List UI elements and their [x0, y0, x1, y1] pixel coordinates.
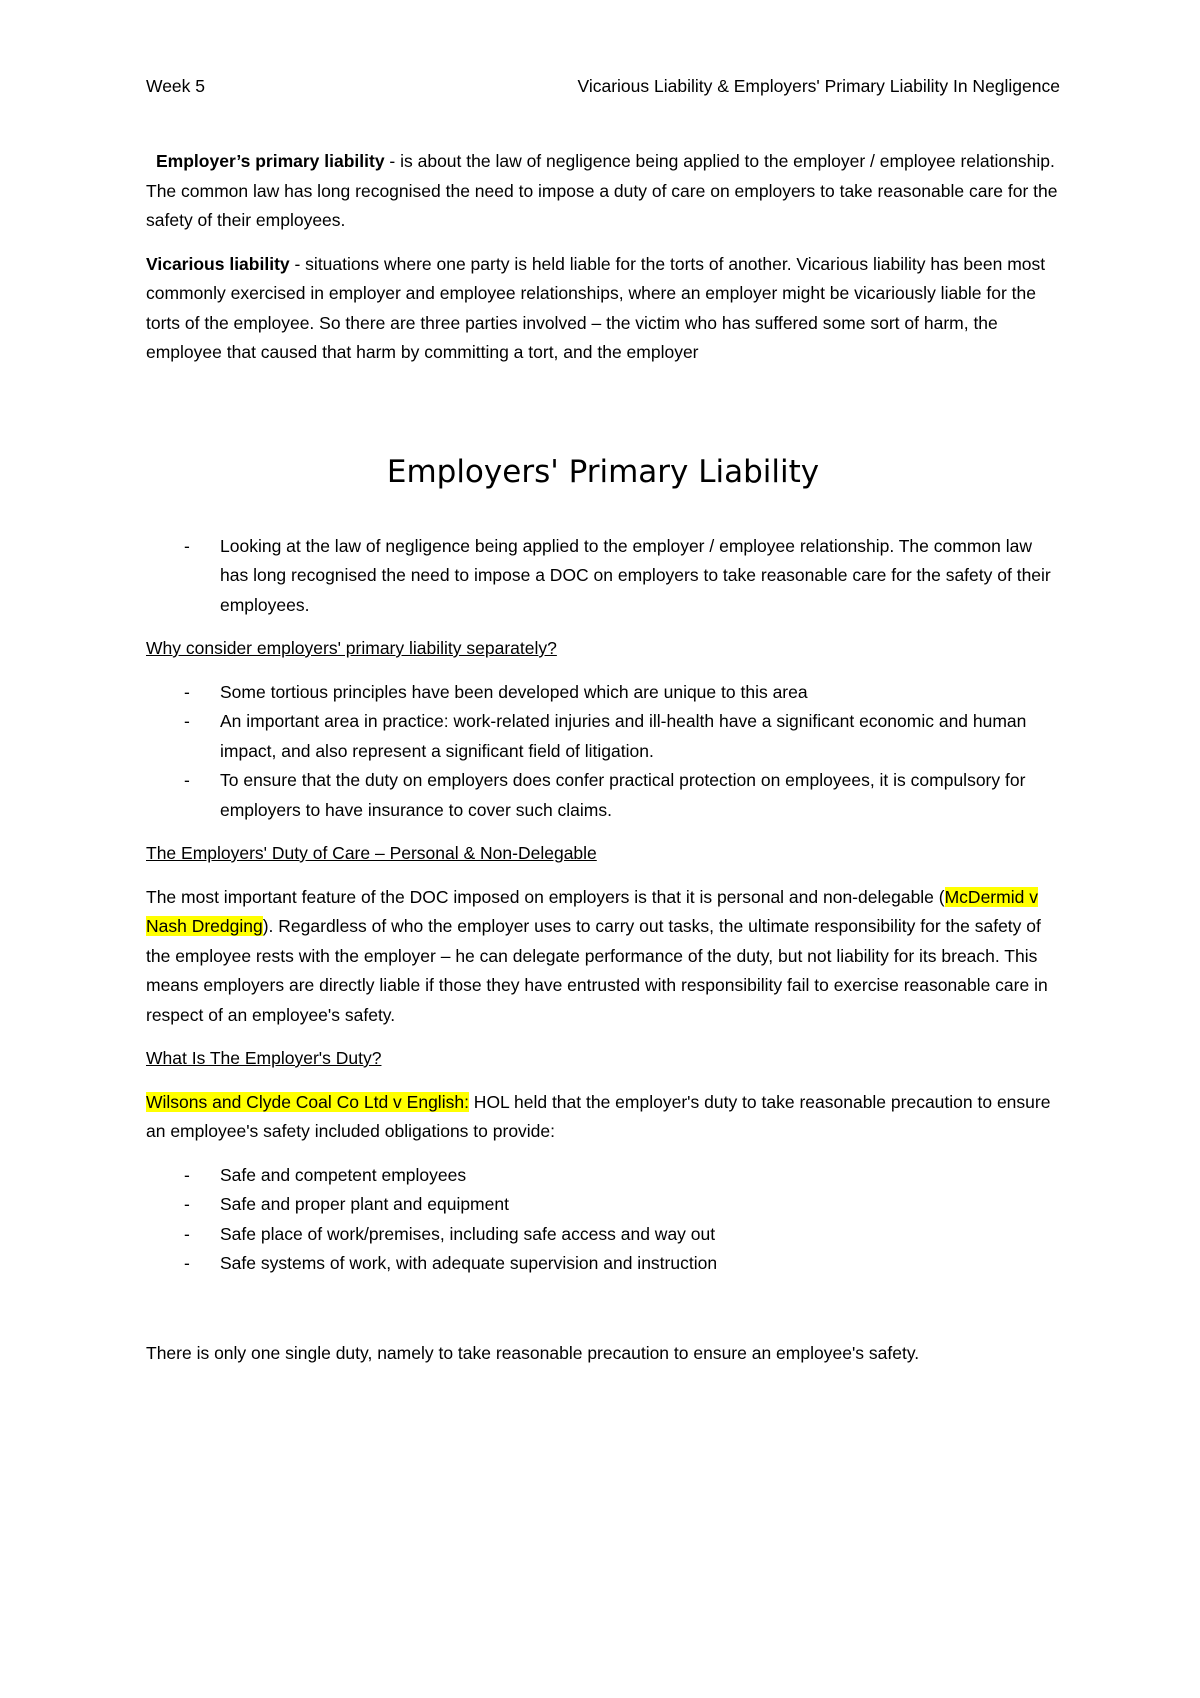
term-vicarious-liability: Vicarious liability	[146, 253, 290, 274]
wilsons-text: HOL held that the employer's duty to take reasonable precaution to ensure an employee's safety included obligations to provide:	[146, 1091, 1051, 1141]
section-intro-list	[146, 532, 1060, 621]
case-highlight-mcdermid: McDermid v Nash Dredging	[146, 886, 1038, 936]
list-item: - Safe systems of work, with adequate supervision and instruction	[146, 1249, 1060, 1279]
intro-paragraph-vicarious-liability	[146, 250, 1060, 368]
header-title: Vicarious Liability & Employers' Primary Liability In Negligence	[577, 76, 1060, 96]
page-header	[146, 72, 1060, 101]
duty-text-before: The most important feature of the DOC imposed on employers is that it is personal and non-delegable (	[146, 886, 945, 907]
term-primary-liability: Employer’s primary liability	[156, 151, 385, 171]
duty-of-care-heading: The Employers' Duty of Care – Personal & Non-Delegable	[146, 843, 597, 863]
case-highlight-wilsons: Wilsons and Clyde Coal Co Ltd v English:	[146, 1091, 469, 1112]
intro-paragraph-primary-liability	[146, 147, 1060, 236]
final-paragraph: There is only one single duty, namely to take reasonable precaution to ensure an employee's safety.	[146, 1342, 920, 1363]
header-week: Week 5	[146, 76, 206, 96]
list-item: - An important area in practice: work-related injuries and ill-health have a significant economic and human impact, and also represent a significant field of litigation.	[146, 707, 1060, 766]
list-item: - Some tortious principles have been developed which are unique to this area	[146, 678, 1060, 708]
duty-text-after: ). Regardless of who the employer uses to carry out tasks, the ultimate responsibility for the safety of the employee rests with the employer – he can delegate performance of the duty, but not liability for its breach. This means employers are directly liable if those they have entrusted with responsibility fail to exercise reasonable care in respect of an employee's safety.	[146, 916, 1048, 1025]
list-item: - Safe place of work/premises, including safe access and way out	[146, 1220, 1060, 1250]
list-item: - Safe and competent employees	[146, 1161, 1060, 1191]
duty-of-care-paragraph	[146, 883, 1060, 1031]
section-title: Employers' Primary Liability	[386, 453, 820, 490]
why-heading: Why consider employers' primary liability separately?	[146, 638, 557, 658]
list-item: - Looking at the law of negligence being applied to the employer / employee relationship. The common law has long recognised the need to impose a DOC on employers to take reasonable care for the safety of their employees.	[146, 532, 1060, 621]
intro-vicarious-liability-text: - situations where one party is held liable for the torts of another. Vicarious liability has been most commonly exercised in employer and employee relationships, where an employer might be vicariously liable for the torts of the employee. So there are three parties involved – the victim who has suffered some sort of harm, the employee that caused that harm by committing a tort, and the employer	[146, 253, 1046, 362]
intro-primary-liability-text: - is about the law of negligence being applied to the employer / employee relationship. The common law has long recognised the need to impose a duty of care on employers to take reasonable care for the safety of their employees.	[146, 151, 1058, 230]
duty-obligations-list	[146, 1161, 1060, 1279]
list-item: - Safe and proper plant and equipment	[146, 1190, 1060, 1220]
list-item: - To ensure that the duty on employers does confer practical protection on employees, it is compulsory for employers to have insurance to cover such claims.	[146, 766, 1060, 825]
why-list	[146, 678, 1060, 826]
employer-duty-heading: What Is The Employer's Duty?	[146, 1048, 382, 1068]
wilsons-paragraph	[146, 1088, 1060, 1147]
